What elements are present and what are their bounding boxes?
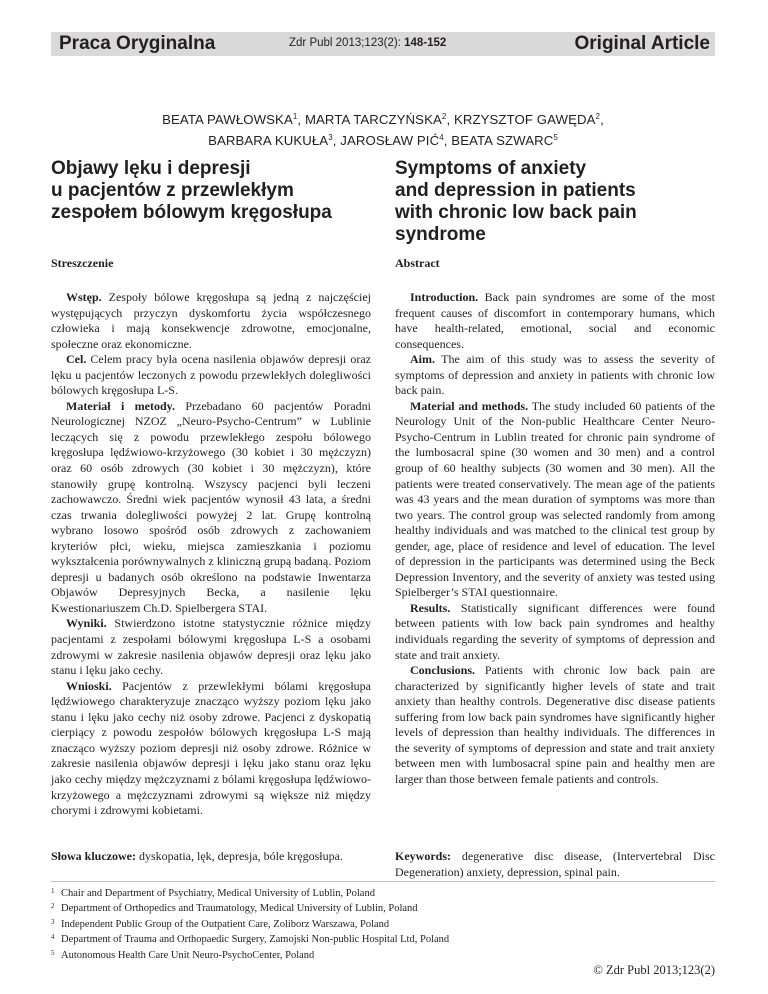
abstract-body — [395, 290, 715, 788]
paragraph-material: Materiał i metody. Przebadano 60 pacjentów Poradni Neurologicznej NZOZ „Neuro-Psycho-Centrum” w Lublinie leczących się z powodu przewlekłego zespołu bólowego kręgosłupa lędźwiowo-krzyżowego (30 kobiet i 30 mężczyzn) oraz 60 osób zdrowych (30 kobiet i 30 mężczyzn), które stanowiły grupę kontrolną. Wszyscy pacjenci byli leczeni zachowawczo. Średni wiek pacjentów wynosił 43 lata, a średni czas trwania dolegliwości powyżej 2 lat. Grupę kontrolną wybrano losowo spośród osób zdrowych z zachowaniem kryteriów płci, wieku, miejsca zamieszkania i poziomu wykształcenia porównywalnych z kliniczną grupą badaną. Poziom depresji u badanych osób określono na podstawie Inwentarza Objawów Depresyjnych Becka, a nasilenie lęku Kwestionariuszem Ch.D. Spielbergera STAI. — [51, 398, 371, 615]
affiliation: $^1$ Chair and Department of Psychiatry, Medical University of Lublin, Poland — [51, 887, 375, 899]
streszczenie-heading: Streszczenie — [51, 256, 114, 270]
paragraph-conclusions: Conclusions. Patients with chronic low back pain are characterized by significantly higher levels of state and trait anxiety than healthy controls. Degenerative disc disease patients suffering from low back pain syndromes have significantly higher levels of depression than healthy individuals. The differences in the severity of symptoms of depression and state and trait anxiety between men with lumbosacral spine pain and healthy men are larger than those between female patients and controls. — [395, 663, 715, 786]
affiliation: $^2$ Department of Orthopedics and Traumatology, Medical University of Lublin, Poland — [51, 902, 418, 915]
paragraph-wyniki: Wyniki. Stwierdzono istotne statystycznie różnice między pacjentami z zespołami bólowymi kręgosłupa L-S a osobami zdrowymi w zakresie nasilenia objawów depresji oraz lęku jako stanu i lęku jako cechy. — [51, 616, 371, 678]
author-line-1 — [51, 108, 715, 129]
author: BEATA SZWARC$^5$ — [451, 133, 558, 148]
abstract-heading: Abstract — [395, 256, 440, 270]
streszczenie-body — [51, 290, 371, 819]
paragraph-cel: Cel. Celem pracy była ocena nasilenia objawów depresji oraz lęku u pacjentów leczonych z powodu przewlekłych dolegliwości bólowych kręgosłupa L-S. — [51, 352, 371, 398]
article-type-english: Original Article — [574, 33, 710, 54]
affiliation: $^3$ Independent Public Group of the Outpatient Care, Zoliborz Warszawa, Poland — [51, 917, 390, 930]
affiliation: $^4$ Department of Trauma and Orthopaedic Surgery, Zamojski Non-public Hospital Ltd, Poland — [51, 933, 450, 946]
author: MARTA TARCZYŃSKA$^2$, — [304, 112, 454, 127]
paragraph-aim: Aim. The aim of this study was to assess the severity of symptoms of depression and anxiety in patients with chronic low back pain. — [395, 352, 715, 398]
paragraph-introduction: Introduction. Back pain syndromes are some of the most frequent causes of discomfort in contemporary humans, which have health-related, emotional, social and economic consequences. — [395, 290, 715, 351]
author: JAROSŁAW PIĆ$^4$, — [340, 133, 452, 148]
paragraph-wnioski: Wnioski. Pacjentów z przewlekłymi bólami kręgosłupa lędźwiowego charakteryzuje znacząco wyższy poziom lęku jako stanu i lęku jako cechy niż osoby zdrowe. Pacjenci z dyskopatią cierpiący z powodu zespołów bólowych kręgosłupa L-S mają znacząco wyższy poziom depresji niż osoby zdrowe. Różnice w zakresie nasilenia objawów depresji i lęku jako stanu oraz lęku jako cechy między mężczyznami z bólami kręgosłupa lędźwiowo-krzyżowego a mężczyznami zdrowymi są większe niż między chorymi i zdrowymi kobietami. — [51, 678, 371, 818]
article-type-polish: Praca Oryginalna — [59, 33, 216, 54]
footnote-divider — [51, 881, 715, 882]
copyright: © Zdr Publ 2013;123(2) — [593, 963, 715, 977]
journal-citation: Zdr Publ 2013;123(2): 148-152 — [289, 37, 447, 49]
page-range: 148-152 — [404, 37, 447, 49]
author: BARBARA KUKUŁA$^3$, — [208, 133, 341, 148]
title-english: Symptoms of anxiety and depression in patients with chronic low back pain syndrome — [395, 158, 637, 245]
affiliation: $^5$ Autonomous Health Care Unit Neuro-PsychoCenter, Poland — [51, 948, 315, 961]
keywords-polish: Słowa kluczowe: dyskopatia, lęk, depresja, bóle kręgosłupa. — [51, 849, 343, 863]
paragraph-methods: Material and methods. The study included 60 patients of the Neurology Unit of the Non-public Healthcare Center Neuro-Psycho-Centrum in Lublin treated for chronic pain syndrome of the lumbosacral spine (30 women and 30 men) and a control group of 60 healthy subjects (30 women and 30 men). All the patients were treated conservatively. The mean age of the patients was 43 years and the mean duration of symptoms was more than two years. The control group was selected randomly from among healthy individuals and was matched to the clinical test group by gender, age, place of residence and level of education. The level of depression in the participants was determined using the Beck Depression Inventory, and the severity of anxiety was tested using Spielberger’s STAI questionnaire. — [395, 398, 715, 600]
author-line-2 — [51, 129, 715, 150]
header-bar — [51, 32, 715, 56]
affiliations — [51, 885, 715, 962]
title-polish: Objawy lęku i depresji u pacjentów z przewlekłym zespołem bólowym kręgosłupa — [51, 158, 332, 223]
author-list — [51, 108, 715, 150]
paragraph-results: Results. Statistically significant differences were found between patients with low back pain syndromes and healthy individuals regarding the severity of symptoms of depression and state and trait anxiety. — [395, 600, 715, 662]
author: KRZYSZTOF GAWĘDA$^2$, — [453, 112, 604, 127]
paragraph-wstep: Wstęp. Zespoły bólowe kręgosłupa są jedną z najczęściej występujących przyczyn dyskomfortu życia współczesnego człowieka i mają konsekwencje zdrowotne, emocjonalne, społeczne oraz ekonomiczne. — [51, 290, 371, 351]
keywords-english: Keywords: degenerative disc disease, (Intervertebral Disc Degeneration) anxiety, depression, spinal pain. — [395, 849, 715, 879]
author: BEATA PAWŁOWSKA$^1$, — [162, 112, 305, 127]
